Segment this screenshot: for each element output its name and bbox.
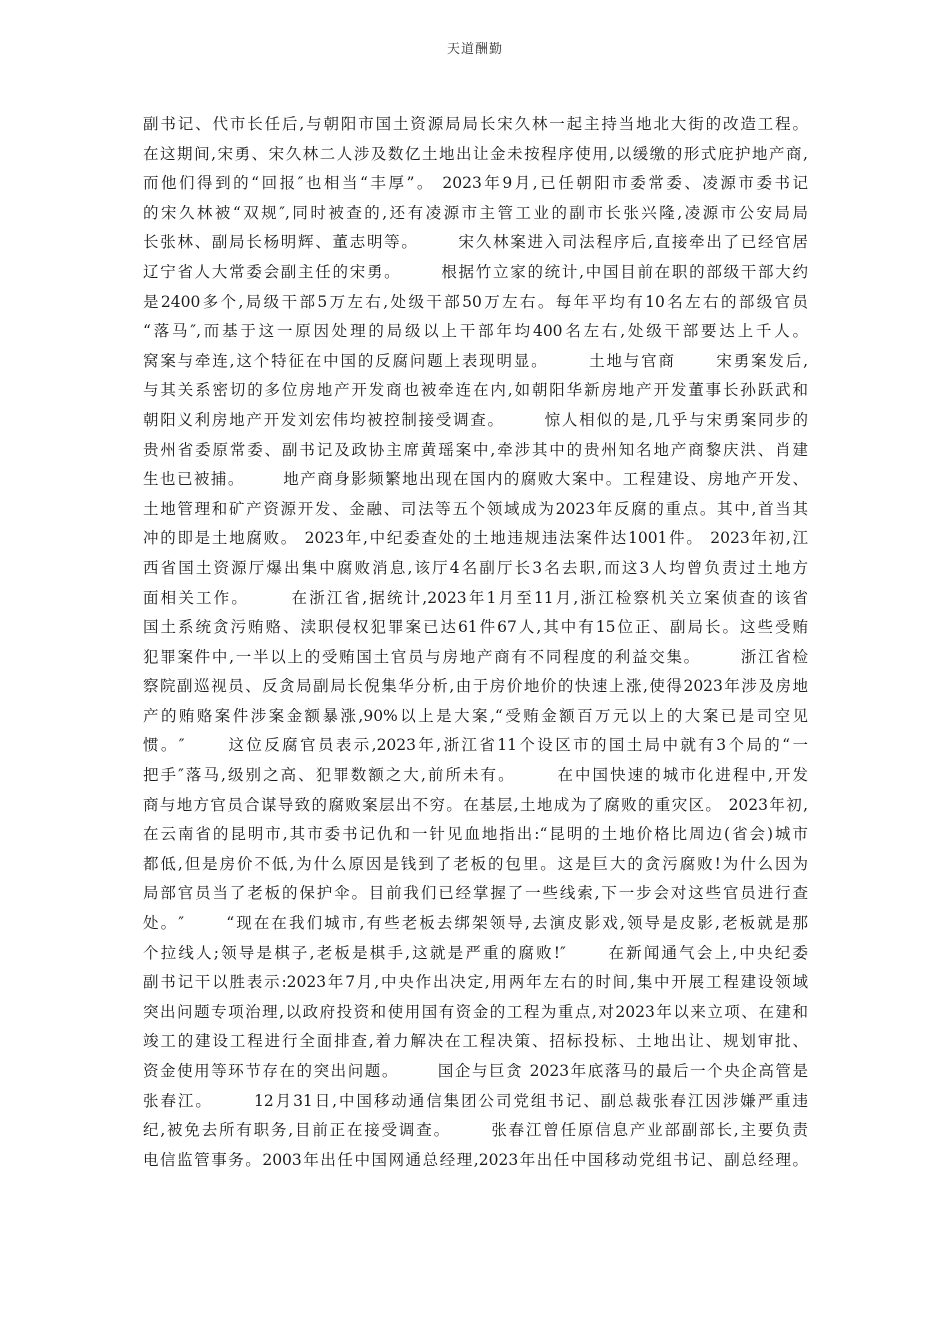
- text-line: 都低,但是房价不低,为什么原因是钱到了老板的包里。这是巨大的贪污腐败!为什么因为: [143, 854, 808, 873]
- text-line: 局部官员当了老板的保护伞。目前我们已经掌握了一些线索,下一步会对这些官员进行查: [143, 884, 808, 903]
- text-line: 面相关工作。 在浙江省,据统计,2023年1月至11月,浙江检察机关立案侦查的该省: [143, 588, 808, 607]
- text-line: 察院副巡视员、反贪局副局长倪集华分析,由于房价地价的快速上涨,使得2023年涉及房地: [143, 677, 808, 696]
- text-line: 资金使用等环节存在的突出问题。 国企与巨贪 2023年底落马的最后一个央企高管是: [143, 1062, 808, 1080]
- text-line: 朝阳义利房地产开发刘宏伟均被控制接受调查。 惊人相似的是,几乎与宋勇案同步的: [143, 410, 808, 429]
- text-line: 副书记、代市长任后,与朝阳市国土资源局局长宋久林一起主持当地北大街的改造工程。: [143, 115, 808, 133]
- text-line: 长张林、副局长杨明辉、董志明等。 宋久林案进入司法程序后,直接牵出了已经官居: [143, 233, 808, 252]
- text-line: 而他们得到的“回报″也相当“丰厚”。 2023年9月,已任朝阳市委常委、凌源市委书记: [143, 174, 808, 193]
- text-line: 把手″落马,级别之高、犯罪数额之大,前所未有。 在中国快速的城市化进程中,开发: [143, 766, 808, 785]
- text-line: 商与地方官员合谋导致的腐败案层出不穷。在基层,土地成为了腐败的重灾区。 2023年初,: [143, 795, 808, 814]
- text-line: 犯罪案件中,一半以上的受贿国土官员与房地产商有不同程度的利益交集。 浙江省检: [143, 647, 808, 666]
- text-line: 土地管理和矿产资源开发、金融、司法等五个领域成为2023年反腐的重点。其中,首当其: [143, 499, 808, 518]
- text-line: 是2400多个,局级干部5万左右,处级干部50万左右。每年平均有10名左右的部级官员: [143, 292, 808, 311]
- article-body: [143, 110, 808, 1175]
- text-line: 在这期间,宋勇、宋久林二人涉及数亿土地出让金未按程序使用,以缓缴的形式庇护地产商,: [143, 144, 808, 163]
- text-line: 产的贿赂案件涉案金额暴涨,90%以上是大案,“受贿金额百万元以上的大案已是司空见: [143, 706, 808, 725]
- text-line: 张春江。 12月31日,中国移动通信集团公司党组书记、副总裁张春江因涉嫌严重违: [143, 1091, 808, 1110]
- text-line: 在云南省的昆明市,其市委书记仇和一针见血地指出:“昆明的土地价格比周边(省会)城市: [143, 825, 808, 844]
- text-line: 处。″ “现在在我们城市,有些老板去绑架领导,去演皮影戏,领导是皮影,老板就是那: [143, 914, 808, 933]
- text-line: 窝案与牵连,这个特征在中国的反腐问题上表现明显。 土地与官商 宋勇案发后,: [143, 351, 808, 370]
- text-line: 国土系统贪污贿赂、渎职侵权犯罪案已达61件67人,其中有15位正、副局长。这些受贿: [143, 618, 808, 637]
- text-line: 突出问题专项治理,以政府投资和使用国有资金的工程为重点,对2023年以来立项、在建和: [143, 1002, 808, 1021]
- text-line: 纪,被免去所有职务,目前正在接受调查。 张春江曾任原信息产业部副部长,主要负责: [143, 1121, 808, 1140]
- text-line: 副书记干以胜表示:2023年7月,中央作出决定,用两年左右的时间,集中开展工程建设领域: [143, 973, 808, 992]
- text-line: 个拉线人;领导是棋子,老板是棋手,这就是严重的腐败!″ 在新闻通气会上,中央纪委: [143, 943, 808, 962]
- text-line: 竣工的建设工程进行全面排查,着力解决在工程决策、招标投标、土地出让、规划审批、: [143, 1032, 808, 1051]
- text-line: 与其关系密切的多位房地产开发商也被牵连在内,如朝阳华新房地产开发董事长孙跃武和: [143, 381, 808, 400]
- text-line: 辽宁省人大常委会副主任的宋勇。 根据竹立家的统计,中国目前在职的部级干部大约: [143, 262, 808, 281]
- text-line: 生也已被捕。 地产商身影频繁地出现在国内的腐败大案中。工程建设、房地产开发、: [143, 470, 808, 489]
- page-header: 天道酬勤: [446, 42, 503, 57]
- text-line: 冲的即是土地腐败。 2023年,中纪委查处的土地违规违法案件达1001件。 2023年初,江: [143, 529, 808, 548]
- text-line: 贵州省委原常委、副书记及政协主席黄瑶案中,牵涉其中的贵州知名地产商黎庆洪、肖建: [143, 440, 808, 459]
- text-line: 电信监管事务。2003年出任中国网通总经理,2023年出任中国移动党组书记、副总经理。: [143, 1150, 808, 1169]
- text-line: 的宋久林被“双规″,同时被查的,还有凌源市主管工业的副市长张兴隆,凌源市公安局局: [143, 203, 808, 222]
- text-line: 西省国土资源厅爆出集中腐败消息,该厅4名副厅长3名去职,而这3人均曾负责过土地方: [143, 558, 808, 577]
- text-line: “落马″,而基于这一原因处理的局级以上干部年均400名左右,处级干部要达上千人。: [143, 322, 808, 341]
- text-line: 惯。″ 这位反腐官员表示,2023年,浙江省11个设区市的国土局中就有3个局的“一: [143, 736, 808, 755]
